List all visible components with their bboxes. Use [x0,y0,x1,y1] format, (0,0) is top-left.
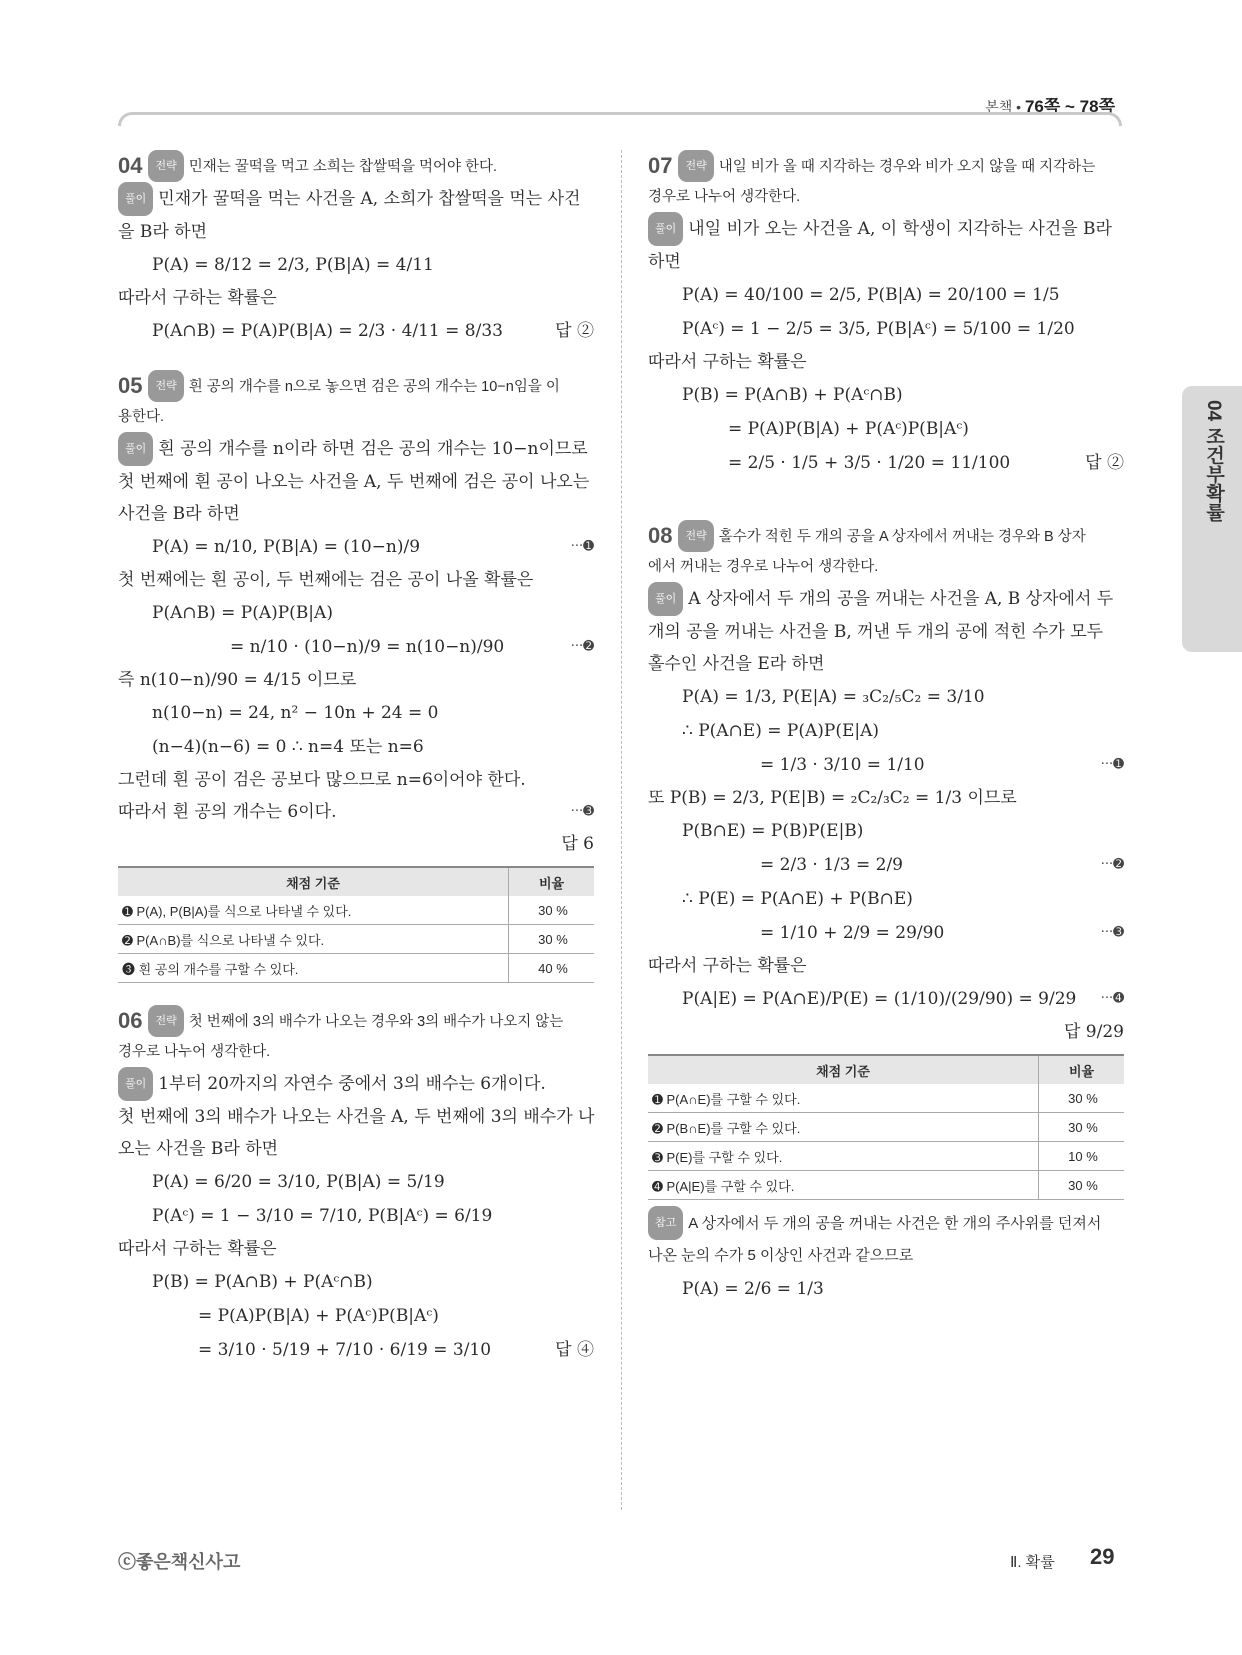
scoring-table-05: 채점 기준 비율 ➊ P(A), P(B|A)를 식으로 나타낼 수 있다. 30 % ➋ P(A∩B)를 식으로 나타낼 수 있다. 30 % ➌ 흰 공의 개수를 구할 수 있다. 40 % [118,866,594,983]
page-number: 29 [1090,1544,1115,1569]
publisher-logo: ⓒ좋은책신사고 [118,1552,241,1572]
problem-05: 05 전략 흰 공의 개수를 n으로 놓으면 검은 공의 개수는 10−n임을 이 용한다. 풀이 흰 공의 개수를 n이라 하면 검은 공의 개수는 10−n이므로 첫 번째에 흰 공이 나오는 사건을 A, 두 번째에 검은 공이 나오는 사건을 B라 하면 P(A) = n/10, P(B|A) = (10−n)/9 ···➊ 첫 번째에는 흰 공이, 두 번째에는 검은 공이 나올 확률은 P(A∩B) = P(A)P(B|A) = n/10 · (10−n)/9 = n(10−n)/90 ···➋ 즉 n(10−n)/90 = 4/15 이므로 n(10−n) = 24, n² − 10n + 24 = 0 (n−4)(n−6) = 0 ∴ n=4 또는 n=6 그런데 흰 공이 검은 공보다 많으므로 n=6이어야 한다. 따라서 흰 공의 개수는 6이다. ···➌ 답 6 채점 기준 비율 ➊ P(A), P(B|A)를 식으로 나타낼 수 있다. 30 % ➋ P(A∩B)를 식으로 나타낼 수 있다. 30 % ➌ 흰 공의 개수를 구할 수 있다. 40 % [118,370,594,983]
problem-06: 06 전략 첫 번째에 3의 배수가 나오는 경우와 3의 배수가 나오지 않는 경우로 나누어 생각한다. 풀이 1부터 20까지의 자연수 중에서 3의 배수는 6개이다. 첫 번째에 3의 배수가 나오는 사건을 A, 두 번째에 3의 배수가 나 오는 사건을 B라 하면 P(A) = 6/20 = 3/10, P(B|A) = 5/19 P(Aᶜ) = 1 − 3/10 = 7/10, P(B|Aᶜ) = 6/19 따라서 구하는 확률은 P(B) = P(A∩B) + P(Aᶜ∩B) = P(A)P(B|A) + P(Aᶜ)P(B|Aᶜ) = 3/10 · 5/19 + 7/10 · 6/19 = 3/10 답 ④ [118,1005,594,1367]
scoring-table-08: 채점 기준 비율 ➊ P(A∩E)를 구할 수 있다. 30 % ➋ P(B∩E)를 구할 수 있다. 30 % ➌ P(E)를 구할 수 있다. 10 % ➍ P(A|E)를 구할 수 있다. 30 % [648,1054,1124,1200]
problem-08: 08 전략 홀수가 적힌 두 개의 공을 A 상자에서 꺼내는 경우와 B 상자 에서 꺼내는 경우로 나누어 생각한다. 풀이 A 상자에서 두 개의 공을 꺼내는 사건을 A, B 상자에서 두 개의 공을 꺼내는 사건을 B, 꺼낸 두 개의 공에 적힌 수가 모두 홀수인 사건을 E라 하면 P(A) = 1/3, P(E|A) = ₃C₂/₅C₂ = 3/10 ∴ P(A∩E) = P(A)P(E|A) = 1/3 · 3/10 = 1/10 ···➊ 또 P(B) = 2/3, P(E|B) = ₂C₂/₃C₂ = 1/3 이므로 P(B∩E) = P(B)P(E|B) = 2/3 · 1/3 = 2/9 ···➋ ∴ P(E) = P(A∩E) + P(B∩E) = 1/10 + 2/9 = 29/90 ···➌ 따라서 구하는 확률은 P(A|E) = P(A∩E)/P(E) = (1/10)/(29/90) = 9/29 ···➍ 답 9/29 채점 기준 비율 ➊ P(A∩E)를 구할 수 있다. 30 % ➋ P(B∩E)를 구할 수 있다. 30 % ➌ P(E)를 구할 수 있다. 10 % ➍ P(A|E)를 구할 수 있다. 30 % 참고 A 상자에서 두 개의 공을 꺼내는 사건은 한 개의 주사위를 던져서 나온 눈의 수가 5 이상인 사건과 같으므로 P(A) = 2/6 = 1/3 [648,520,1124,1306]
section-label: Ⅱ. 확률 [1010,1554,1055,1571]
answer-05: 답 6 [561,834,594,854]
top-border [118,112,1122,126]
answer-07: 답 ② [1085,453,1124,473]
page-reference: 본책 • 76쪽 ~ 78쪽 [985,97,1115,116]
problem-04: 04 전략 민재는 꿀떡을 먹고 소희는 찹쌀떡을 먹어야 한다. 풀이 민재가 꿀떡을 먹는 사건을 A, 소희가 찹쌀떡을 먹는 사건 을 B라 하면 P(A) = 8/12 = 2/3, P(B|A) = 4/11 따라서 구하는 확률은 P(A∩B) = P(A)P(B|A) = 2/3 · 4/11 = 8/33 답 ② [118,150,594,348]
column-divider [621,150,622,1510]
chapter-tab[interactable]: 04 조건부확률 [1182,386,1242,652]
left-column [118,150,594,1367]
answer-08: 답 9/29 [1063,1022,1124,1042]
problem-07: 07 전략 내일 비가 올 때 지각하는 경우와 비가 오지 않을 때 지각하는 경우로 나누어 생각한다. 풀이 내일 비가 오는 사건을 A, 이 학생이 지각하는 사건을 B라 하면 P(A) = 40/100 = 2/5, P(B|A) = 20/100 = 1/5 P(Aᶜ) = 1 − 2/5 = 3/5, P(B|Aᶜ) = 5/100 = 1/20 따라서 구하는 확률은 P(B) = P(A∩B) + P(Aᶜ∩B) = P(A)P(B|A) + P(Aᶜ)P(B|Aᶜ) = 2/5 · 1/5 + 3/5 · 1/20 = 11/100 답 ② [648,150,1124,480]
answer-04: 답 ② [555,321,594,341]
answer-06: 답 ④ [555,1340,594,1360]
right-column [648,150,1124,1306]
